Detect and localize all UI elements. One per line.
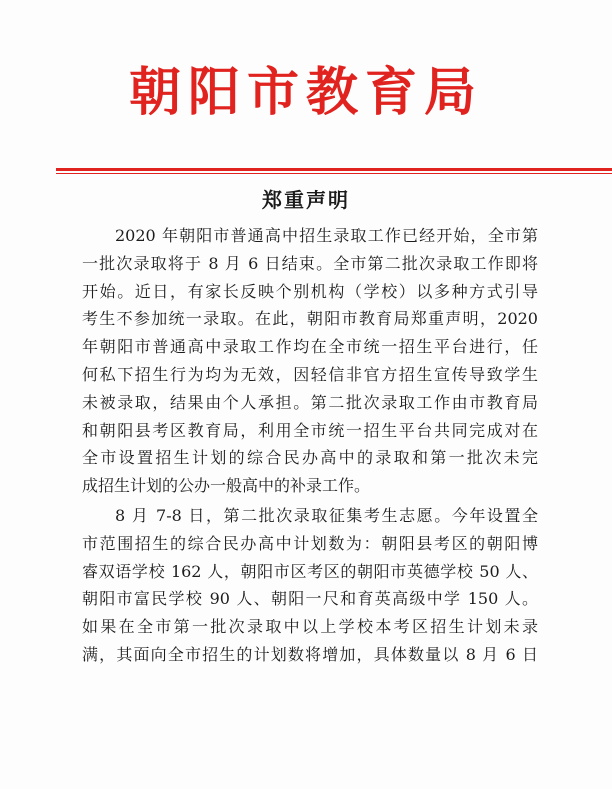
paragraph-line: 年朝阳市普通高中录取工作均在全市统一招生平台进行，任 bbox=[82, 337, 538, 357]
paragraph-line: 何私下招生行为均为无效，因轻信非官方招生宣传导致学生 bbox=[82, 364, 538, 384]
paragraph-line: 8 月 7-8 日，第二批次录取征集考生志愿。今年设置全 bbox=[115, 505, 538, 525]
paragraph-1 bbox=[82, 222, 538, 500]
paragraph-line: 满，其面向全市招生的计划数将增加，具体数量以 8 月 6 日 bbox=[82, 644, 538, 664]
letterhead-rule-thick bbox=[56, 168, 612, 171]
paragraph-line: 2020 年朝阳市普通高中招生录取工作已经开始，全市第 bbox=[115, 226, 538, 245]
paragraph-line: 未被录取，结果由个人承担。第二批次录取工作由市教育局 bbox=[82, 392, 538, 412]
paragraph-2 bbox=[82, 502, 538, 669]
document-body bbox=[82, 222, 538, 671]
paragraph-line: 睿双语学校 162 人，朝阳市区考区的朝阳市英德学校 50 人、 bbox=[82, 561, 538, 581]
document-title: 郑重声明 bbox=[262, 188, 350, 212]
letterhead-rule-thin bbox=[56, 173, 612, 174]
paragraph-line: 全市设置招生计划的综合民办高中的录取和第一批次未完 bbox=[82, 448, 538, 468]
paragraph-line: 市范围招生的综合民办高中计划数为：朝阳县考区的朝阳博 bbox=[82, 533, 538, 553]
letterhead-title: 朝阳市教育局 bbox=[128, 63, 483, 123]
paragraph-line: 考生不参加统一录取。在此，朝阳市教育局郑重声明，2020 bbox=[82, 309, 538, 329]
paragraph-line: 一批次录取将于 8 月 6 日结束。全市第二批次录取工作即将 bbox=[82, 253, 538, 273]
paragraph-line: 开始。近日，有家长反映个别机构（学校）以多种方式引导 bbox=[82, 281, 538, 301]
paragraph-line: 和朝阳县考区教育局，利用全市统一招生平台共同完成对在 bbox=[82, 420, 538, 440]
paragraph-line: 成招生计划的公办一般高中的补录工作。 bbox=[82, 476, 371, 496]
paragraph-line: 朝阳市富民学校 90 人、朝阳一尺和育英高级中学 150 人。 bbox=[82, 589, 538, 609]
paragraph-line: 如果在全市第一批次录取中以上学校本考区招生计划未录 bbox=[82, 617, 538, 637]
